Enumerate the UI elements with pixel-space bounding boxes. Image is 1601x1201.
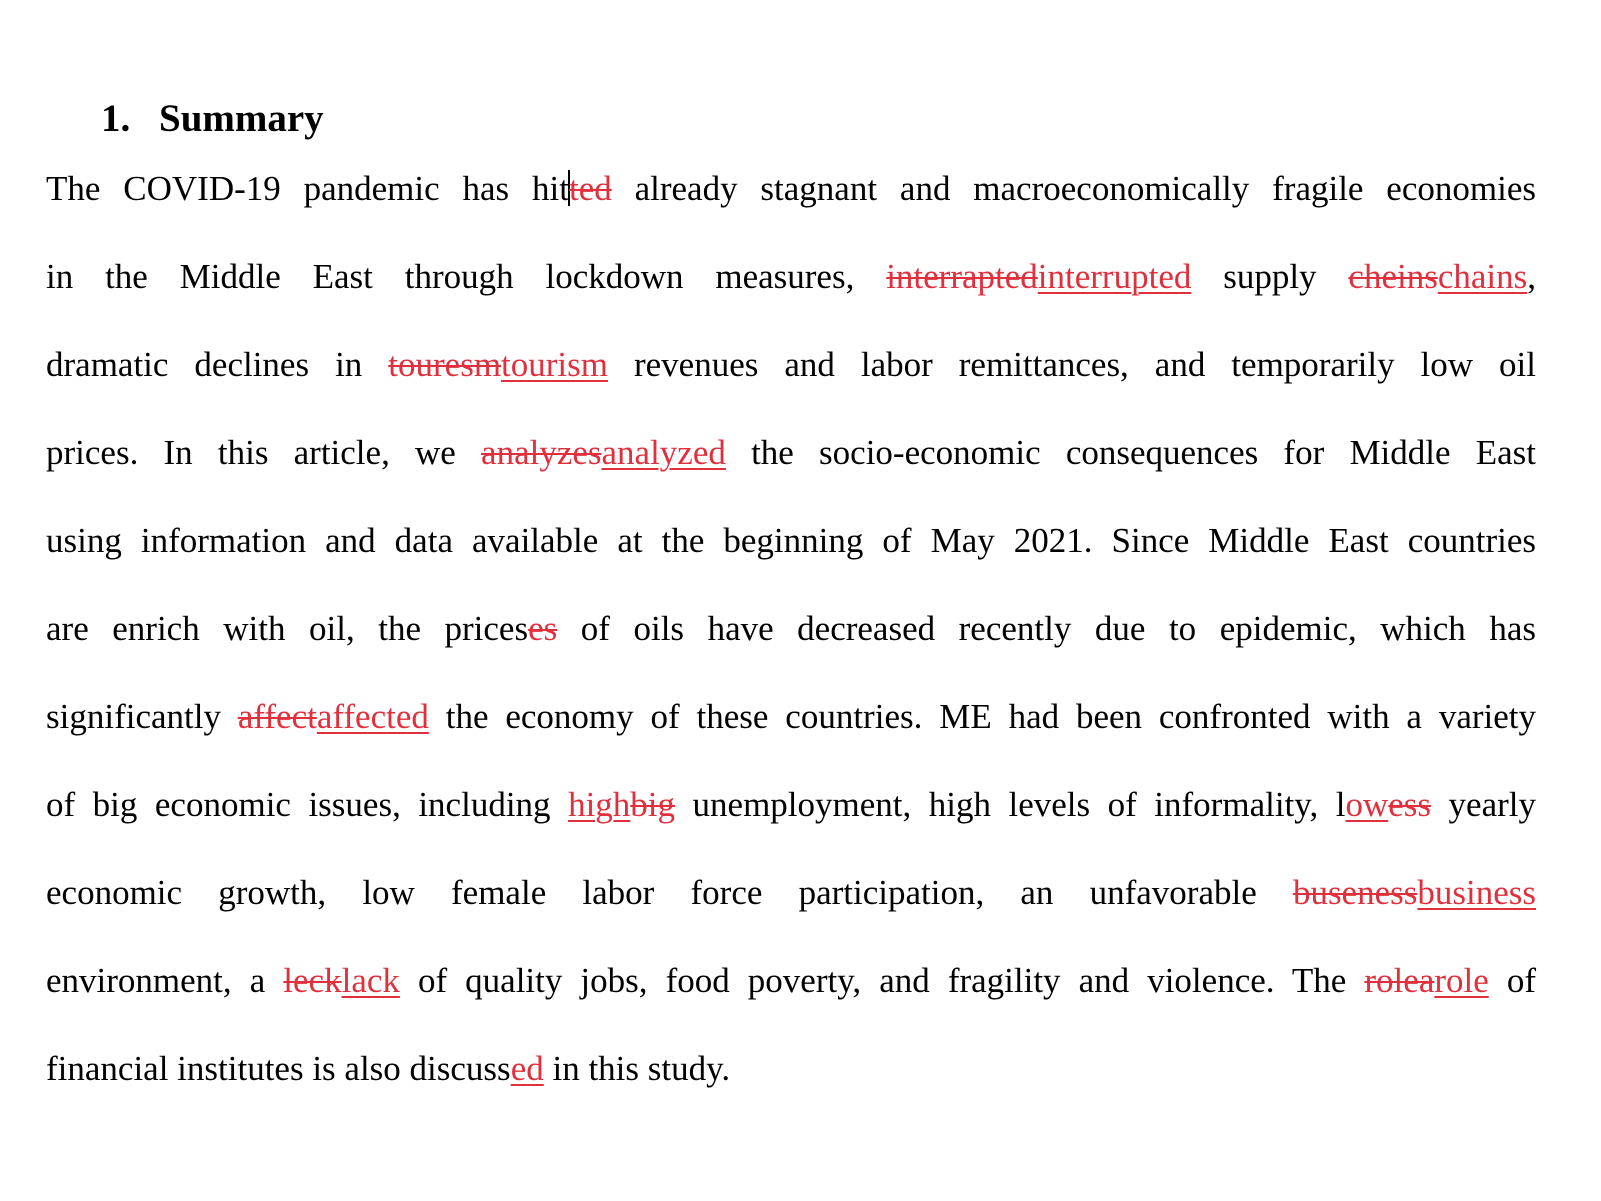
tracked-deletion: cheins xyxy=(1348,257,1438,296)
text-run: using information and data available at the beginning of May 2021. Since Middle East countries xyxy=(46,521,1536,560)
text-run: environment, a xyxy=(46,961,284,1000)
text-run: financial institutes is also discuss xyxy=(46,1049,511,1088)
tracked-insertion: business xyxy=(1417,873,1536,912)
tracked-insertion: tourism xyxy=(501,345,608,384)
tracked-insertion: chains xyxy=(1437,257,1528,296)
text-run: of oils have decreased recently due to epidemic, which has xyxy=(557,609,1536,648)
text-run: the economy of these countries. ME had been confronted with a variety xyxy=(428,697,1536,736)
text-run: yearly xyxy=(1431,785,1537,824)
summary-paragraph[interactable] xyxy=(46,145,1536,1113)
paragraph-line xyxy=(46,145,1536,233)
text-run: dramatic declines in xyxy=(46,345,389,384)
tracked-insertion: interrupted xyxy=(1037,257,1192,296)
text-run: are enrich with oil, the prices xyxy=(46,609,529,648)
tracked-insertion: ow xyxy=(1345,785,1389,824)
text-run: prices. In this article, we xyxy=(46,433,482,472)
tracked-deletion: rolea xyxy=(1364,961,1435,1000)
text-run: revenues and labor remittances, and temporarily low oil xyxy=(608,345,1536,384)
text-run: in the Middle East through lockdown measures, xyxy=(46,257,887,296)
section-heading xyxy=(101,96,324,142)
tracked-deletion: touresm xyxy=(388,345,502,384)
tracked-deletion: big xyxy=(630,785,676,824)
tracked-deletion: leck xyxy=(283,961,342,1000)
paragraph-line xyxy=(46,233,1536,321)
tracked-insertion: ed xyxy=(510,1049,544,1088)
paragraph-line xyxy=(46,673,1536,761)
text-run: economic growth, low female labor force participation, an unfavorable xyxy=(46,873,1293,912)
section-number: 1. xyxy=(101,97,131,140)
text-run: the socio-economic consequences for Middle East xyxy=(725,433,1536,472)
paragraph-line xyxy=(46,937,1536,1025)
tracked-deletion: affect xyxy=(237,697,317,736)
text-run: , xyxy=(1527,257,1536,296)
tracked-deletion: analyzes xyxy=(481,433,602,472)
text-run: significantly xyxy=(46,697,238,736)
paragraph-line xyxy=(46,849,1536,937)
tracked-deletion: ted xyxy=(568,169,612,208)
tracked-insertion: high xyxy=(568,785,631,824)
text-run: of quality jobs, food poverty, and fragility and violence. The xyxy=(399,961,1365,1000)
paragraph-line xyxy=(46,585,1536,673)
paragraph-line xyxy=(46,321,1536,409)
section-title: Summary xyxy=(159,97,324,140)
tracked-deletion: buseness xyxy=(1292,873,1418,912)
text-run: of xyxy=(1488,961,1536,1000)
text-run: supply xyxy=(1191,257,1349,296)
text-run: in this study. xyxy=(543,1049,731,1088)
paragraph-line xyxy=(46,1025,1536,1113)
text-run: unemployment, high levels of informality, l xyxy=(675,785,1346,824)
tracked-deletion: ess xyxy=(1388,785,1432,824)
paragraph-line xyxy=(46,497,1536,585)
text-run: already stagnant and macroeconomically fragile economies xyxy=(611,169,1536,208)
paragraph-line xyxy=(46,761,1536,849)
text-run: The COVID-19 pandemic has hit xyxy=(46,169,569,208)
tracked-insertion: role xyxy=(1434,961,1489,1000)
tracked-insertion: analyzed xyxy=(601,433,726,472)
tracked-deletion: interrapted xyxy=(886,257,1038,296)
tracked-insertion: affected xyxy=(316,697,429,736)
tracked-insertion: lack xyxy=(341,961,400,1000)
text-run: of big economic issues, including xyxy=(46,785,569,824)
tracked-deletion: es xyxy=(528,609,558,648)
paragraph-line xyxy=(46,409,1536,497)
